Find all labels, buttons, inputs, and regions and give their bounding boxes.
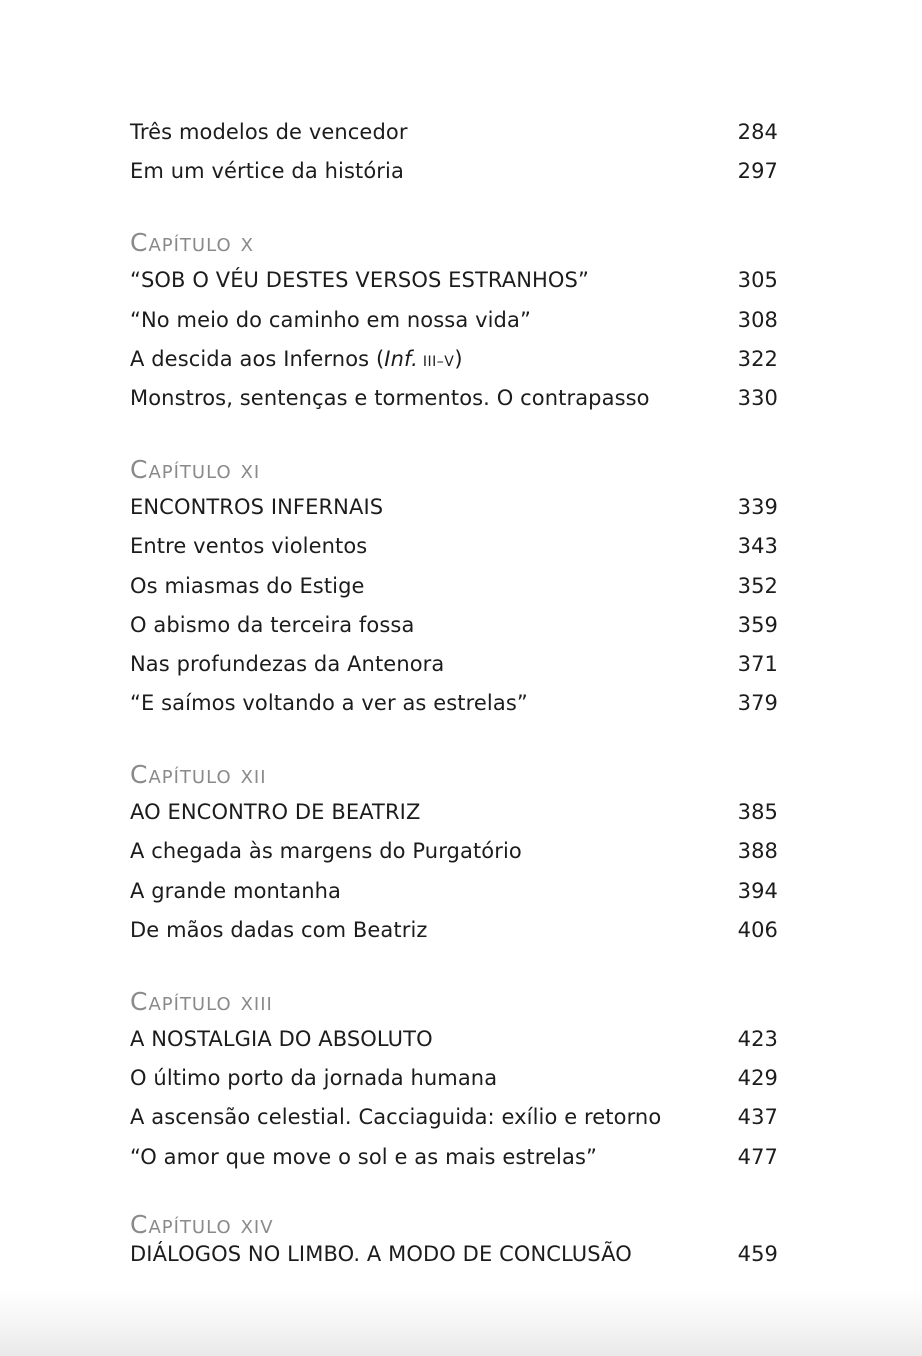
toc-entry-page: 429	[737, 1066, 778, 1091]
chapter-heading-title: “SOB O VÉU DESTES VERSOS ESTRANHOS”	[130, 268, 589, 293]
toc-entry-title	[130, 347, 738, 371]
toc-entry-title: Em um vértice da história	[130, 159, 404, 184]
chapter-heading-row	[130, 495, 778, 534]
toc-entry	[130, 120, 778, 159]
toc-entry-page: 322	[737, 346, 778, 371]
toc-entry-title: O abismo da terceira fossa	[130, 612, 415, 637]
table-of-contents	[130, 120, 778, 1276]
chapter-heading-row	[130, 800, 778, 839]
toc-entry-page: 379	[737, 691, 778, 716]
chapter-heading-row	[130, 1242, 778, 1276]
chapter-label: Capítulo xiv	[130, 1209, 274, 1239]
toc-entry-title: “O amor que move o sol e as mais estrelas”	[130, 1144, 597, 1169]
toc-entry-page: 437	[737, 1105, 778, 1130]
toc-entry-title: A grande montanha	[130, 878, 342, 903]
title-italic: Inf.	[384, 346, 418, 371]
toc-entry-title: Nas profundezas da Antenora	[130, 651, 445, 676]
toc-entry-title: Os miasmas do Estige	[130, 573, 365, 598]
chapter-heading-page: 459	[737, 1241, 778, 1266]
title-suffix: )	[454, 346, 463, 371]
toc-entry	[130, 918, 778, 957]
toc-entry-page: 394	[737, 878, 778, 903]
toc-entry	[130, 691, 778, 730]
toc-entry	[130, 1066, 778, 1105]
chapter-label: Capítulo xii	[130, 760, 267, 790]
toc-entry-title: Entre ventos violentos	[130, 534, 368, 559]
toc-entry	[130, 1145, 778, 1184]
toc-entry-page: 359	[737, 612, 778, 637]
chapter-heading-title: ENCONTROS INFERNAIS	[130, 495, 384, 520]
toc-entry-title: Três modelos de vencedor	[130, 120, 408, 144]
chapter-heading-page: 385	[737, 800, 778, 825]
chapter-heading-row	[130, 1027, 778, 1066]
toc-entry-page: 371	[737, 651, 778, 676]
toc-entry-page: 343	[737, 534, 778, 559]
chapter-heading-title: A NOSTALGIA DO ABSOLUTO	[130, 1027, 433, 1051]
toc-entry-page: 308	[737, 307, 778, 332]
title-prefix: A descida aos Infernos (	[130, 346, 385, 371]
toc-entry	[130, 879, 778, 918]
toc-entry	[130, 574, 778, 613]
toc-entry-title: De mãos dadas com Beatriz	[130, 917, 428, 942]
toc-entry-page: 352	[737, 573, 778, 598]
toc-entry	[130, 613, 778, 652]
toc-entry-title: “No meio do caminho em nossa vida”	[130, 307, 531, 332]
toc-entry-page: 406	[737, 917, 778, 942]
chapter-heading-title: AO ENCONTRO DE BEATRIZ	[130, 800, 421, 825]
title-smallcaps: III–V	[417, 353, 455, 370]
toc-entry	[130, 347, 778, 386]
toc-entry-page: 330	[737, 385, 778, 410]
toc-entry-page: 477	[737, 1144, 778, 1169]
toc-entry-page: 297	[737, 159, 778, 184]
chapter-label: Capítulo xiii	[130, 987, 273, 1016]
toc-entry-title: “E saímos voltando a ver as estrelas”	[130, 691, 528, 716]
toc-entry-page: 388	[737, 839, 778, 864]
chapter-heading-page: 305	[737, 268, 778, 293]
toc-entry	[130, 839, 778, 878]
toc-entry-title: Monstros, sentenças e tormentos. O contrapasso	[130, 385, 650, 410]
toc-entry	[130, 652, 778, 691]
toc-entry	[130, 159, 778, 198]
chapter-heading-title: DIÁLOGOS NO LIMBO. A MODO DE CONCLUSÃO	[130, 1241, 632, 1266]
toc-entry-title: A ascensão celestial. Cacciaguida: exílio e retorno	[130, 1105, 662, 1130]
toc-entry-page: 284	[737, 120, 778, 144]
chapter-heading-page: 423	[737, 1027, 778, 1051]
chapter-heading-page: 339	[737, 495, 778, 520]
chapter-label: Capítulo x	[130, 228, 254, 258]
chapter-heading-row	[130, 268, 778, 307]
toc-entry-title: O último porto da jornada humana	[130, 1066, 498, 1091]
toc-entry	[130, 386, 778, 425]
toc-entry	[130, 308, 778, 347]
chapter-label: Capítulo xi	[130, 455, 261, 485]
toc-entry	[130, 534, 778, 573]
toc-entry-title: A chegada às margens do Purgatório	[130, 839, 522, 864]
toc-entry	[130, 1105, 778, 1144]
